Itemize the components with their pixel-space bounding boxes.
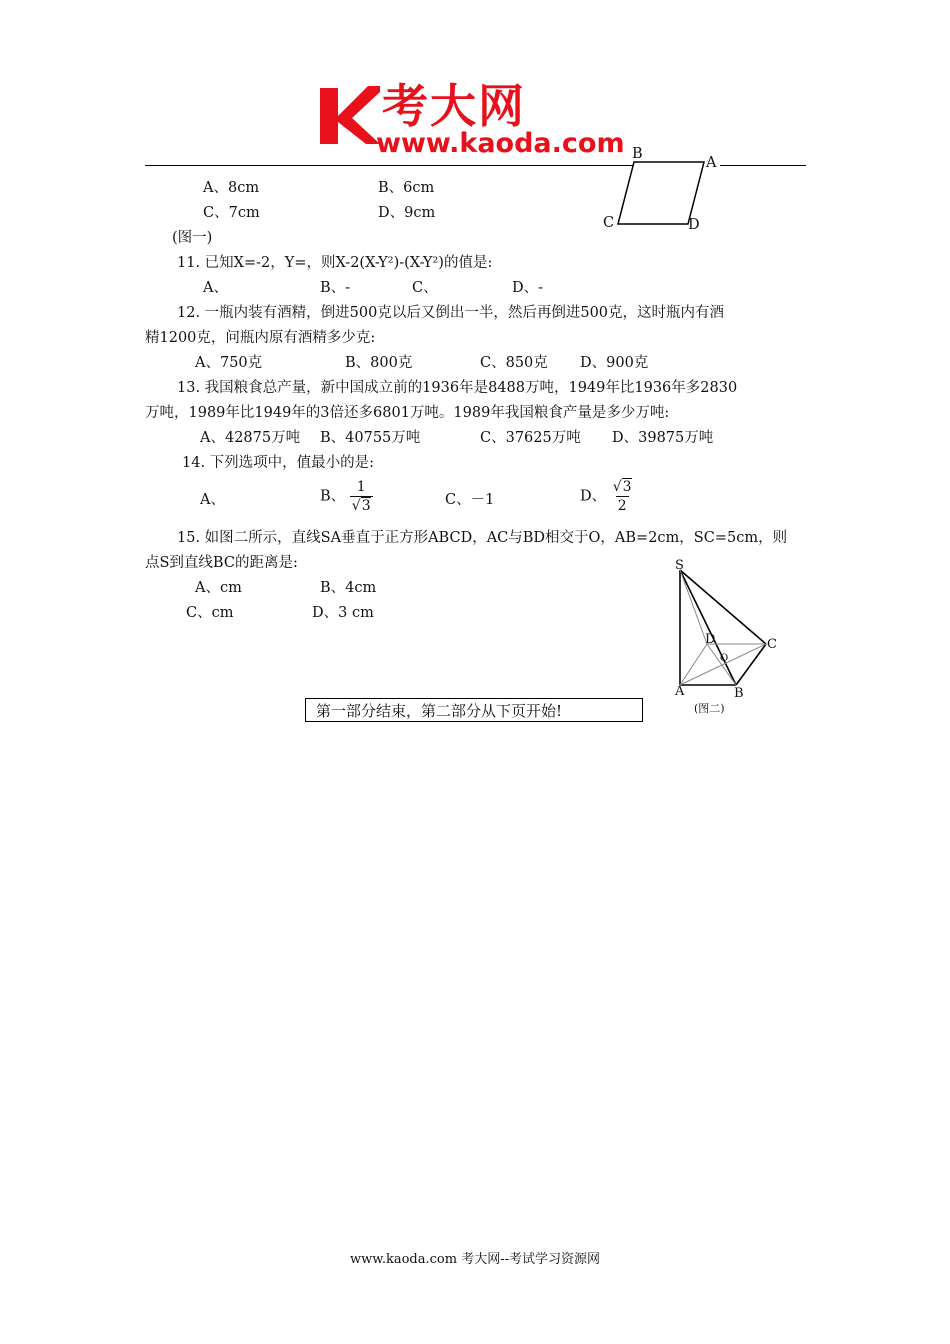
q11-option-c: C、 xyxy=(412,280,438,296)
q14-option-d-denominator: 2 xyxy=(617,498,627,514)
q14-option-a: A、 xyxy=(200,492,225,508)
q14-option-b-fraction xyxy=(350,478,373,515)
header-rule-left xyxy=(145,165,633,166)
q13-option-d: D、39875万吨 xyxy=(612,430,714,446)
q15-option-d: D、3 cm xyxy=(312,605,374,621)
q14-option-b-prefix: B、 xyxy=(320,488,346,505)
q15-option-a: A、cm xyxy=(195,580,242,596)
q12-line1: 12. 一瓶内装有酒精，倒进500克以后又倒出一半，然后再倒进500克，这时瓶内有酒 xyxy=(177,305,725,321)
q14-option-d xyxy=(580,478,634,515)
kaoda-logo-k-icon xyxy=(318,82,382,148)
figure2-caption: (图二) xyxy=(694,702,725,715)
q12-option-b: B、800克 xyxy=(345,355,413,371)
q12-option-a: A、750克 xyxy=(195,355,263,371)
q14-option-c: C、－1 xyxy=(445,492,495,508)
q10-option-c: C、7cm xyxy=(203,205,260,221)
q12-option-c: C、850克 xyxy=(480,355,548,371)
q15-option-b: B、4cm xyxy=(320,580,377,596)
figure2-label-s: S xyxy=(675,558,684,573)
q14-option-d-fraction xyxy=(611,478,634,515)
figure2-pyramid xyxy=(660,560,790,700)
q14-option-b-radicand: 3 xyxy=(361,498,371,514)
figure2-label-b: B xyxy=(734,686,744,701)
q15-line1: 15. 如图二所示，直线SA垂直于正方形ABCD，AC与BD相交于O，AB=2cm，SC=5cm，则 xyxy=(177,530,788,546)
q12-option-d: D、900克 xyxy=(580,355,649,371)
q11-text: 11. 已知X=-2，Y=，则X-2(X-Y²)-(X-Y²)的值是: xyxy=(177,255,493,271)
q14-option-b xyxy=(320,478,373,515)
q15-option-c: C、cm xyxy=(186,605,234,621)
q10-option-d: D、9cm xyxy=(378,205,436,221)
figure1-label-b: B xyxy=(632,146,643,162)
figure1-label-a: A xyxy=(706,155,717,171)
figure1-label-d: D xyxy=(688,217,700,233)
figure1-label-c: C xyxy=(603,215,615,231)
q10-option-b: B、6cm xyxy=(378,180,435,196)
q14-option-b-denominator: √3 xyxy=(351,498,371,514)
q11-option-a: A、 xyxy=(203,280,228,296)
page-footer: www.kaoda.com 考大网--考试学习资源网 xyxy=(350,1252,600,1267)
figure2-label-d: D xyxy=(705,632,716,647)
q14-option-d-numerator: √3 xyxy=(612,479,632,495)
figure2-label-a: A xyxy=(675,684,685,699)
q15-line2: 点S到直线BC的距离是: xyxy=(145,555,298,571)
q11-option-b: B、- xyxy=(320,280,351,296)
figure1-caption: (图一) xyxy=(172,230,213,246)
figure1-parallelogram xyxy=(600,143,720,233)
q10-option-a: A、8cm xyxy=(203,180,260,196)
q13-line2: 万吨，1989年比1949年的3倍还多6801万吨。1989年我国粮食产量是多少万吨: xyxy=(145,405,670,421)
q14-option-b-numerator: 1 xyxy=(356,479,366,495)
logo-chinese-name: 考大网 xyxy=(382,79,526,133)
q13-option-a: A、42875万吨 xyxy=(200,430,301,446)
q13-line1: 13. 我国粮食总产量，新中国成立前的1936年是8488万吨，1949年比1936年多2830 xyxy=(177,380,738,396)
q11-option-d: D、- xyxy=(512,280,544,296)
end-of-part-notice: 第一部分结束，第二部分从下页开始! xyxy=(305,698,643,722)
figure2-label-c: C xyxy=(767,637,777,652)
header-rule-right xyxy=(720,165,806,166)
logo-url: www.kaoda.com xyxy=(376,128,625,159)
q12-line2: 精1200克，问瓶内原有酒精多少克: xyxy=(145,330,376,346)
q13-option-c: C、37625万吨 xyxy=(480,430,581,446)
q14-option-d-prefix: D、 xyxy=(580,488,607,505)
figure2-label-o: O xyxy=(720,653,729,664)
q13-option-b: B、40755万吨 xyxy=(320,430,421,446)
q14-text: 14. 下列选项中，值最小的是: xyxy=(182,455,375,471)
q14-option-d-radicand: 3 xyxy=(622,479,632,495)
